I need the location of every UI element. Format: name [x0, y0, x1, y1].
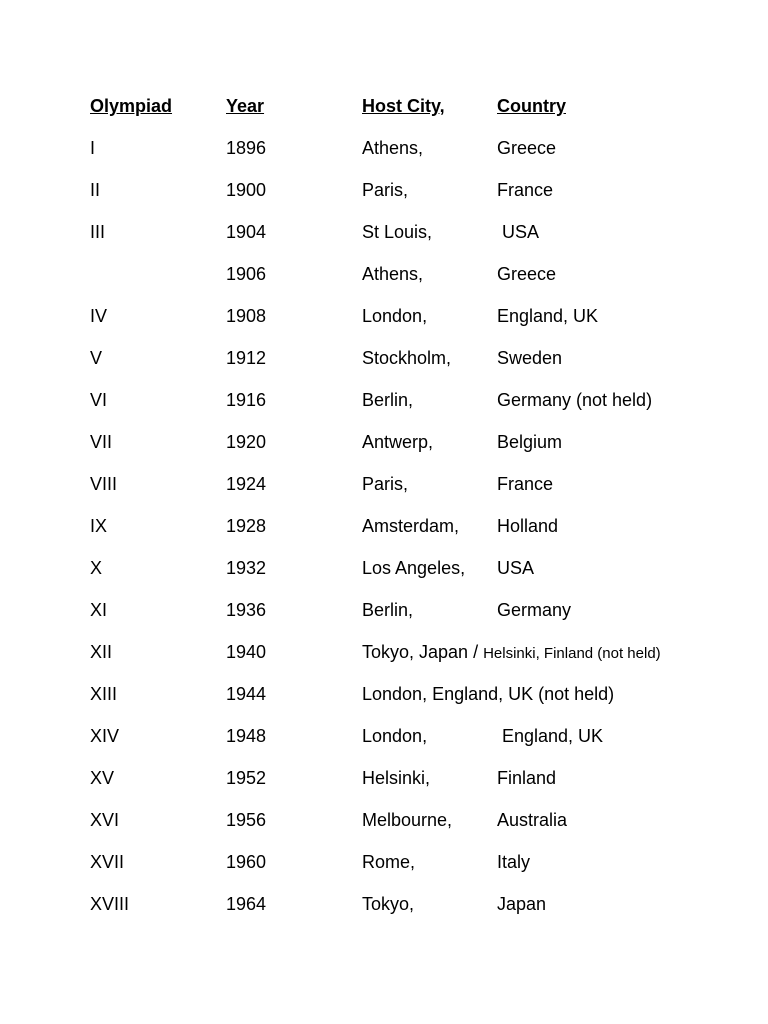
- olympiad-cell: XVIII: [90, 894, 130, 914]
- olympiad-cell: IX: [90, 516, 108, 536]
- host-city-cell: Amsterdam,: [362, 516, 460, 536]
- olympiad-cell: VI: [90, 390, 108, 410]
- year-cell: 1916: [226, 390, 267, 410]
- table-row: [90, 430, 730, 472]
- country-cell: Holland: [497, 516, 559, 536]
- table-row: [90, 136, 730, 178]
- country-cell: France: [497, 180, 554, 200]
- year-cell: 1936: [226, 600, 267, 620]
- host-city-cell: Antwerp,: [362, 432, 434, 452]
- table-row: [90, 808, 730, 850]
- host-city-cell: Los Angeles,: [362, 558, 466, 578]
- country-cell: Belgium: [497, 432, 563, 452]
- olympiad-cell: XIII: [90, 684, 118, 704]
- table-row: [90, 556, 730, 598]
- olympiad-cell: XIV: [90, 726, 120, 746]
- year-cell: 1940: [226, 642, 267, 662]
- table-row: [90, 178, 730, 220]
- year-cell: 1944: [226, 684, 267, 704]
- olympics-table: [90, 94, 730, 934]
- host-city-primary: Tokyo, Japan /: [362, 642, 484, 662]
- olympiad-cell: XI: [90, 600, 108, 620]
- host-city-cell: St Louis,: [362, 222, 433, 242]
- country-cell: Japan: [497, 894, 547, 914]
- host-city-cell: Paris,: [362, 474, 409, 494]
- table-row: [90, 640, 730, 682]
- host-city-secondary: Helsinki, Finland (not held): [483, 645, 661, 662]
- table-row: [90, 850, 730, 892]
- host-city-cell: London,: [362, 306, 428, 326]
- olympiad-cell: XII: [90, 642, 113, 662]
- table-row: [90, 766, 730, 808]
- year-cell: 1928: [226, 516, 267, 536]
- olympiad-cell: X: [90, 558, 103, 578]
- table-row: [90, 304, 730, 346]
- country-cell: England, UK: [497, 726, 604, 746]
- host-city-cell: London, England, UK (not held): [362, 684, 615, 704]
- year-cell: 1964: [226, 894, 267, 914]
- year-cell: 1952: [226, 768, 267, 788]
- country-cell: USA: [497, 558, 535, 578]
- year-cell: 1912: [226, 348, 267, 368]
- host-city-cell: Rome,: [362, 852, 416, 872]
- year-cell: 1960: [226, 852, 267, 872]
- table-row: [90, 472, 730, 514]
- year-cell: 1932: [226, 558, 267, 578]
- table-row: [90, 220, 730, 262]
- table-row: [90, 682, 730, 724]
- country-cell: Greece: [497, 264, 557, 284]
- year-cell: 1920: [226, 432, 267, 452]
- year-cell: 1908: [226, 306, 267, 326]
- olympiad-cell: V: [90, 348, 103, 368]
- country-cell: Germany (not held): [497, 390, 653, 410]
- olympiad-cell: VIII: [90, 474, 118, 494]
- table-header-row: [90, 94, 730, 136]
- olympiad-cell: XVII: [90, 852, 125, 872]
- year-cell: 1900: [226, 180, 267, 200]
- olympiad-cell: II: [90, 180, 101, 200]
- year-cell: 1948: [226, 726, 267, 746]
- country-cell: Australia: [497, 810, 568, 830]
- table-row: [90, 514, 730, 556]
- host-city-cell: London,: [362, 726, 428, 746]
- country-cell: Finland: [497, 768, 557, 788]
- host-city-cell: Helsinki,: [362, 768, 431, 788]
- country-cell: USA: [497, 222, 540, 242]
- table-row: [90, 892, 730, 934]
- olympiad-cell: XV: [90, 768, 115, 788]
- header-country: Country: [497, 96, 566, 116]
- year-cell: 1904: [226, 222, 267, 242]
- table-row: [90, 346, 730, 388]
- country-cell: Germany: [497, 600, 572, 620]
- table-row: [90, 262, 730, 304]
- olympiad-cell: III: [90, 222, 106, 242]
- country-cell: England, UK: [497, 306, 599, 326]
- table-row: [90, 388, 730, 430]
- host-city-cell: Melbourne,: [362, 810, 453, 830]
- year-cell: 1924: [226, 474, 267, 494]
- olympiad-cell: I: [90, 138, 96, 158]
- olympiad-cell: XVI: [90, 810, 120, 830]
- host-city-cell: Berlin,: [362, 600, 414, 620]
- country-cell: Greece: [497, 138, 557, 158]
- table-row: [90, 724, 730, 766]
- host-city-cell: Athens,: [362, 264, 424, 284]
- host-city-cell: Tokyo,: [362, 894, 415, 914]
- country-cell: France: [497, 474, 554, 494]
- host-city-cell: Stockholm,: [362, 348, 452, 368]
- host-city-cell: Athens,: [362, 138, 424, 158]
- header-host-city: Host City,: [362, 96, 445, 116]
- host-city-cell: Berlin,: [362, 390, 414, 410]
- olympiad-cell: IV: [90, 306, 108, 326]
- table-row: [90, 598, 730, 640]
- olympiad-cell: VII: [90, 432, 113, 452]
- year-cell: 1956: [226, 810, 267, 830]
- country-cell: Sweden: [497, 348, 563, 368]
- country-cell: Italy: [497, 852, 531, 872]
- host-city-cell: Paris,: [362, 180, 409, 200]
- host-city-cell: [362, 640, 661, 666]
- year-cell: 1896: [226, 138, 267, 158]
- year-cell: 1906: [226, 264, 267, 284]
- header-olympiad: Olympiad: [90, 96, 173, 116]
- header-year: Year: [226, 96, 265, 116]
